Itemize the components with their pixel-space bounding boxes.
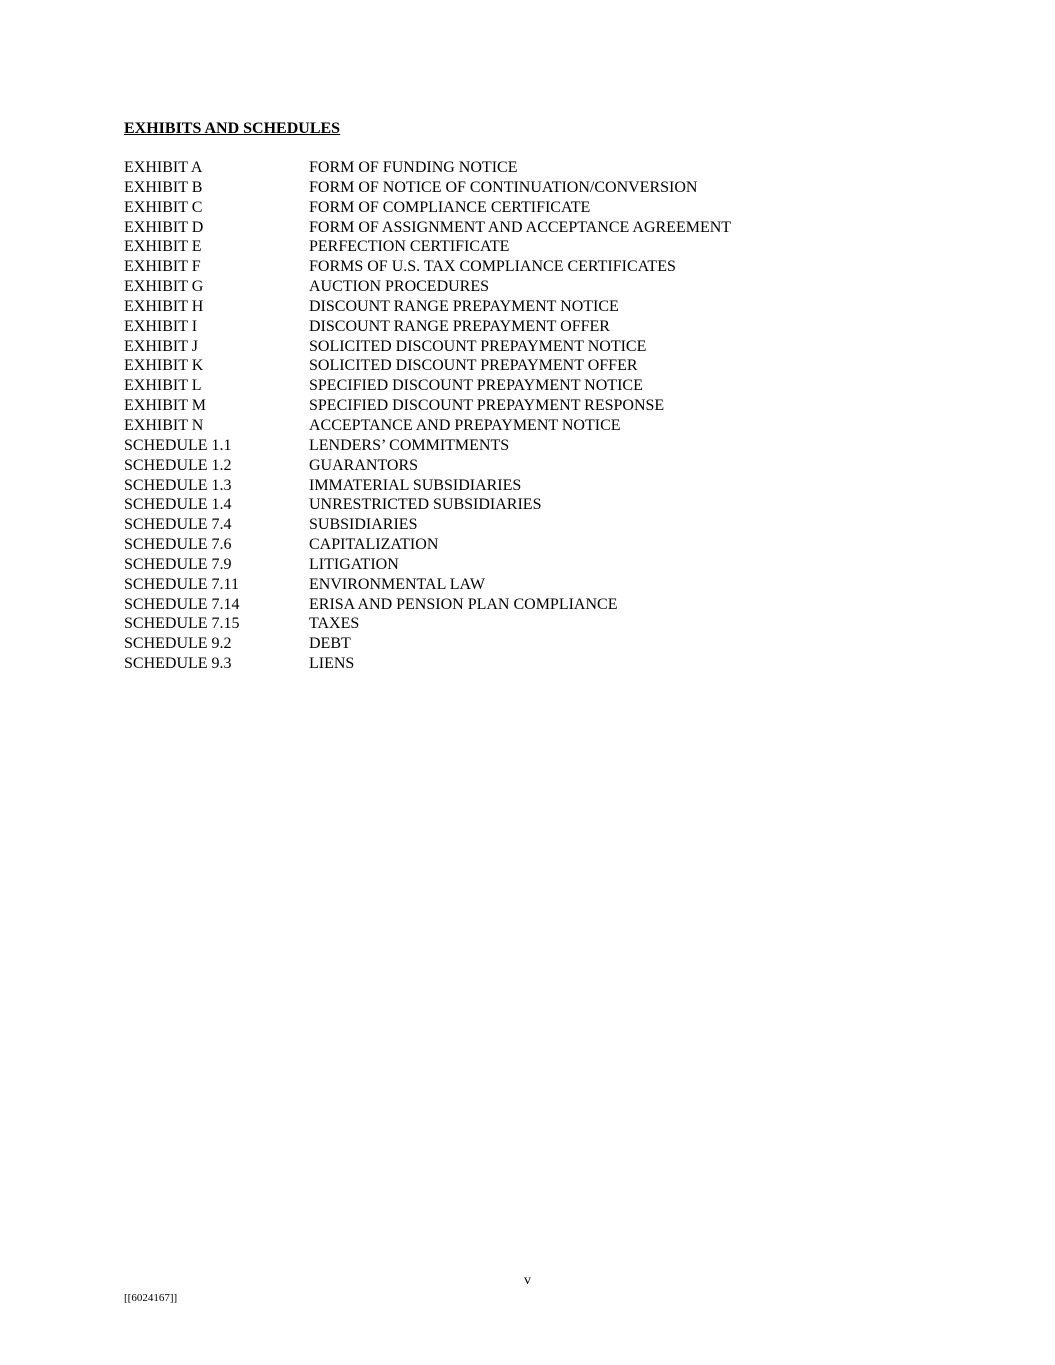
list-item (124, 654, 824, 674)
entry-label: EXHIBIT K (124, 357, 204, 375)
entry-title: TAXES (309, 615, 360, 633)
entry-label: EXHIBIT J (124, 337, 198, 355)
entry-label: EXHIBIT E (124, 238, 202, 256)
entry-label: EXHIBIT D (124, 218, 204, 236)
entry-title: CAPITALIZATION (309, 536, 439, 554)
entry-title: DEBT (309, 635, 351, 653)
list-item (124, 555, 824, 575)
list-item (124, 456, 824, 476)
entry-title: SUBSIDIARIES (309, 516, 418, 534)
entry-label: SCHEDULE 9.3 (124, 655, 232, 673)
section-heading: EXHIBITS AND SCHEDULES (124, 120, 341, 137)
list-item (124, 178, 824, 198)
list-item (124, 158, 824, 178)
entry-label: SCHEDULE 7.4 (124, 516, 232, 534)
entry-label: SCHEDULE 7.11 (124, 575, 239, 593)
entry-title: FORMS OF U.S. TAX COMPLIANCE CERTIFICATES (309, 258, 676, 276)
entry-label: EXHIBIT F (124, 258, 201, 276)
entry-label: EXHIBIT G (124, 278, 204, 296)
list-item (124, 297, 824, 317)
entry-label: SCHEDULE 9.2 (124, 635, 232, 653)
list-item (124, 317, 824, 337)
exhibits-schedules-list (124, 158, 824, 674)
entry-title: SPECIFIED DISCOUNT PREPAYMENT RESPONSE (309, 397, 665, 415)
document-id: [[6024167]] (124, 1292, 178, 1304)
entry-title: ACCEPTANCE AND PREPAYMENT NOTICE (309, 416, 621, 434)
entry-title: PERFECTION CERTIFICATE (309, 238, 510, 256)
entry-title: DISCOUNT RANGE PREPAYMENT OFFER (309, 317, 610, 335)
list-item (124, 337, 824, 357)
entry-label: SCHEDULE 1.3 (124, 476, 232, 494)
entry-label: EXHIBIT L (124, 377, 202, 395)
entry-label: EXHIBIT I (124, 317, 198, 335)
entry-label: SCHEDULE 7.6 (124, 536, 232, 554)
entry-title: FORM OF NOTICE OF CONTINUATION/CONVERSION (309, 178, 698, 196)
entry-title: LIENS (309, 655, 355, 673)
list-item (124, 595, 824, 615)
entry-title: LENDERS’ COMMITMENTS (309, 436, 510, 454)
list-item (124, 436, 824, 456)
list-item (124, 237, 824, 257)
entry-label: EXHIBIT N (124, 416, 204, 434)
list-item (124, 198, 824, 218)
list-item (124, 218, 824, 238)
entry-title: FORM OF COMPLIANCE CERTIFICATE (309, 198, 591, 216)
list-item (124, 356, 824, 376)
entry-label: SCHEDULE 1.1 (124, 436, 232, 454)
entry-title: UNRESTRICTED SUBSIDIARIES (309, 496, 542, 514)
entry-label: EXHIBIT A (124, 159, 203, 176)
entry-label: SCHEDULE 7.14 (124, 595, 240, 613)
entry-label: SCHEDULE 7.15 (124, 615, 240, 633)
list-item (124, 515, 824, 535)
entry-title: GUARANTORS (309, 456, 419, 474)
entry-label: SCHEDULE 1.4 (124, 496, 232, 514)
list-item (124, 575, 824, 595)
entry-title: ERISA AND PENSION PLAN COMPLIANCE (309, 595, 618, 613)
list-item (124, 495, 824, 515)
entry-title: LITIGATION (309, 555, 399, 573)
page-number: v (524, 1273, 531, 1288)
list-item (124, 396, 824, 416)
list-item (124, 257, 824, 277)
list-item (124, 277, 824, 297)
list-item (124, 416, 824, 436)
entry-title: AUCTION PROCEDURES (309, 278, 490, 296)
list-item (124, 376, 824, 396)
list-item (124, 535, 824, 555)
entry-label: EXHIBIT M (124, 397, 206, 415)
entry-label: EXHIBIT C (124, 198, 203, 216)
entry-label: EXHIBIT B (124, 178, 203, 196)
entry-title: FORM OF ASSIGNMENT AND ACCEPTANCE AGREEMENT (309, 218, 732, 236)
entry-title: IMMATERIAL SUBSIDIARIES (309, 476, 522, 494)
entry-title: ENVIRONMENTAL LAW (309, 575, 485, 593)
entry-label: SCHEDULE 7.9 (124, 555, 232, 573)
entry-label: SCHEDULE 1.2 (124, 456, 232, 474)
entry-title: FORM OF FUNDING NOTICE (309, 159, 518, 176)
list-item (124, 634, 824, 654)
entry-label: EXHIBIT H (124, 297, 204, 315)
list-item (124, 614, 824, 634)
entry-title: SPECIFIED DISCOUNT PREPAYMENT NOTICE (309, 377, 643, 395)
entry-title: SOLICITED DISCOUNT PREPAYMENT NOTICE (309, 337, 647, 355)
list-item (124, 476, 824, 496)
entry-title: SOLICITED DISCOUNT PREPAYMENT OFFER (309, 357, 638, 375)
entry-title: DISCOUNT RANGE PREPAYMENT NOTICE (309, 297, 619, 315)
